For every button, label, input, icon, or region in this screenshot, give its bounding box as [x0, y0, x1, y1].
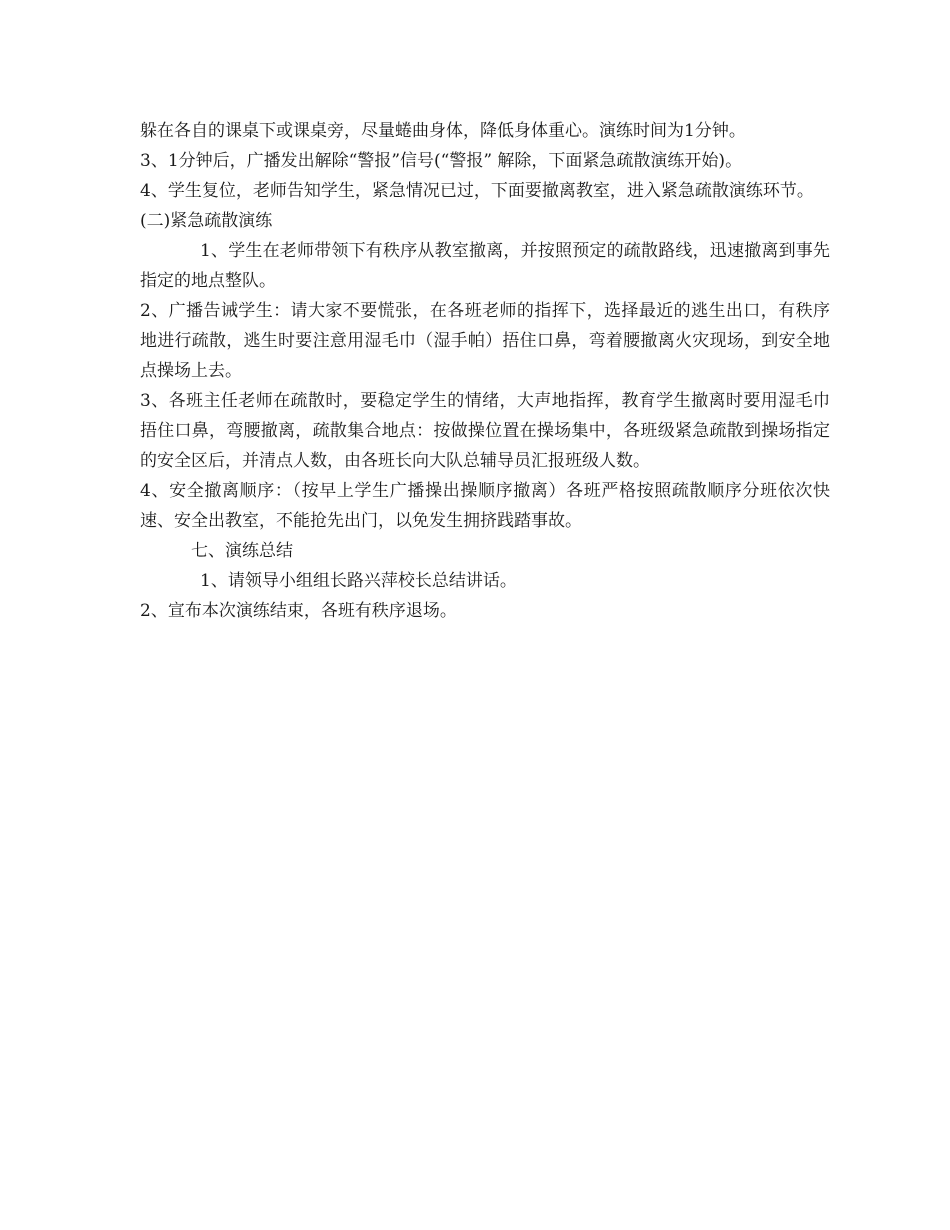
paragraph-continuation: 躲在各自的课桌下或课桌旁，尽量蜷曲身体，降低身体重心。演练时间为1分钟。 [140, 121, 746, 141]
paragraph-evacuation-step-1: 1、学生在老师带领下有秩序从教室撤离，并按照预定的疏散路线，迅速撤离到事先指定的地点整队。 [140, 241, 830, 291]
paragraph-evacuation-step-4: 4、安全撤离顺序：（按早上学生广播操出操顺序撤离）各班严格按照疏散顺序分班依次快速、安全出教室，不能抢先出门，以免发生拥挤践踏事故。 [140, 481, 830, 531]
paragraph-summary-step-2: 2、宣布本次演练结束，各班有秩序退场。 [140, 601, 457, 621]
paragraph-evacuation-step-2: 2、广播告诫学生：请大家不要慌张，在各班老师的指挥下，选择最近的逃生出口，有秩序地进行疏散，逃生时要注意用湿毛巾（湿手帕）捂住口鼻，弯着腰撤离火灾现场，到安全地点操场上去。 [140, 301, 830, 381]
section-heading-drill-summary: 七、演练总结 [191, 541, 293, 561]
section-heading-emergency-evacuation: (二)紧急疏散演练 [140, 211, 273, 231]
document-body [140, 116, 830, 626]
paragraph-step-3-alarm-cleared: 3、1分钟后，广播发出解除“警报”信号(“警报” 解除，下面紧急疏散演练开始)。 [140, 151, 743, 171]
paragraph-step-4-students-reset: 4、学生复位，老师告知学生，紧急情况已过，下面要撤离教室，进入紧急疏散演练环节。 [140, 181, 814, 201]
paragraph-evacuation-step-3: 3、各班主任老师在疏散时，要稳定学生的情绪，大声地指挥，教育学生撤离时要用湿毛巾捂住口鼻，弯腰撤离，疏散集合地点：按做操位置在操场集中，各班级紧急疏散到操场指定的安全区后，并清点人数，由各班长向大队总辅导员汇报班级人数。 [140, 391, 830, 471]
paragraph-summary-step-1: 1、请领导小组组长路兴萍校长总结讲话。 [200, 571, 517, 591]
